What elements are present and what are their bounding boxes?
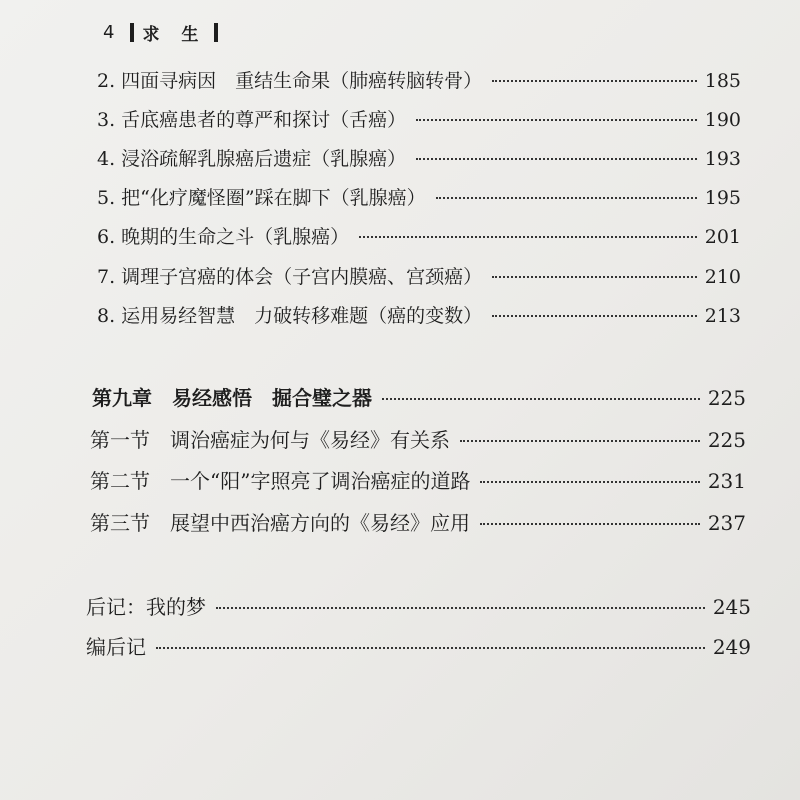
dot-leader bbox=[492, 80, 697, 82]
toc-entry-label: 2. 四面寻病因 重结生命果（肺癌转脑转骨） bbox=[97, 70, 483, 92]
back-matter-entry bbox=[86, 591, 751, 620]
toc-entry bbox=[97, 105, 741, 132]
toc-entry-label: 5. 把“化疗魔怪圈”踩在脚下（乳腺癌） bbox=[97, 187, 426, 209]
back-matter-label: 后记：我的梦 bbox=[86, 595, 206, 619]
toc-entry bbox=[97, 222, 741, 249]
toc-entry bbox=[97, 301, 741, 328]
chapter-section-page: 237 bbox=[707, 511, 746, 535]
head-bar-right bbox=[214, 23, 218, 42]
chapter-section-page: 225 bbox=[707, 428, 746, 452]
page-number: 4 bbox=[103, 22, 115, 43]
toc-entry-label: 6. 晚期的生命之斗（乳腺癌） bbox=[97, 226, 350, 248]
toc-entry-page: 210 bbox=[704, 266, 741, 288]
dot-leader bbox=[480, 523, 700, 525]
toc-entry-page: 185 bbox=[704, 70, 741, 92]
dot-leader bbox=[216, 607, 705, 609]
toc-entry-page: 213 bbox=[704, 305, 741, 327]
back-matter-page: 245 bbox=[712, 595, 751, 619]
toc-entry-page: 195 bbox=[704, 187, 741, 209]
dot-leader bbox=[492, 276, 697, 278]
chapter-label: 第九章 易经感悟 掘合璧之器 bbox=[92, 386, 372, 410]
running-head bbox=[103, 20, 218, 45]
toc-entry bbox=[97, 144, 741, 171]
dot-leader bbox=[359, 236, 697, 238]
dot-leader bbox=[436, 197, 697, 199]
dot-leader bbox=[480, 481, 699, 483]
chapter-entry bbox=[92, 382, 746, 411]
toc-entry-page: 193 bbox=[704, 148, 741, 170]
dot-leader bbox=[382, 398, 700, 400]
back-matter-entry bbox=[86, 631, 751, 660]
toc-entry-label: 3. 舌底癌患者的尊严和探讨（舌癌） bbox=[97, 109, 407, 131]
chapter-section-entry bbox=[90, 507, 746, 536]
toc-entry-page: 201 bbox=[704, 226, 741, 248]
chapter-section-label: 第三节 展望中西治癌方向的《易经》应用 bbox=[90, 511, 470, 535]
chapter-page: 225 bbox=[707, 386, 746, 410]
running-title: 求 生 bbox=[142, 25, 207, 45]
dot-leader bbox=[460, 440, 700, 442]
chapter-section-entry bbox=[90, 465, 746, 494]
toc-entry-label: 4. 浸浴疏解乳腺癌后遗症（乳腺癌） bbox=[97, 148, 407, 170]
toc-entry-label: 7. 调理子宫癌的体会（子宫内膜癌、宫颈癌） bbox=[97, 266, 483, 288]
dot-leader bbox=[416, 158, 697, 160]
chapter-section-label: 第一节 调治癌症为何与《易经》有关系 bbox=[90, 428, 450, 452]
dot-leader bbox=[492, 315, 697, 317]
toc-entry-page: 190 bbox=[704, 109, 741, 131]
chapter-section-entry bbox=[90, 424, 746, 453]
toc-entry-label: 8. 运用易经智慧 力破转移难题（癌的变数） bbox=[97, 305, 483, 327]
back-matter-label: 编后记 bbox=[86, 635, 146, 659]
chapter-section-label: 第二节 一个“阳”字照亮了调治癌症的道路 bbox=[90, 469, 471, 493]
toc-entry bbox=[97, 66, 741, 93]
head-bar-left bbox=[130, 23, 134, 42]
dot-leader bbox=[416, 119, 697, 121]
toc-entry bbox=[97, 262, 741, 289]
toc-entry bbox=[97, 183, 741, 210]
dot-leader bbox=[156, 647, 705, 649]
chapter-section-page: 231 bbox=[707, 469, 746, 493]
back-matter-page: 249 bbox=[712, 635, 751, 659]
